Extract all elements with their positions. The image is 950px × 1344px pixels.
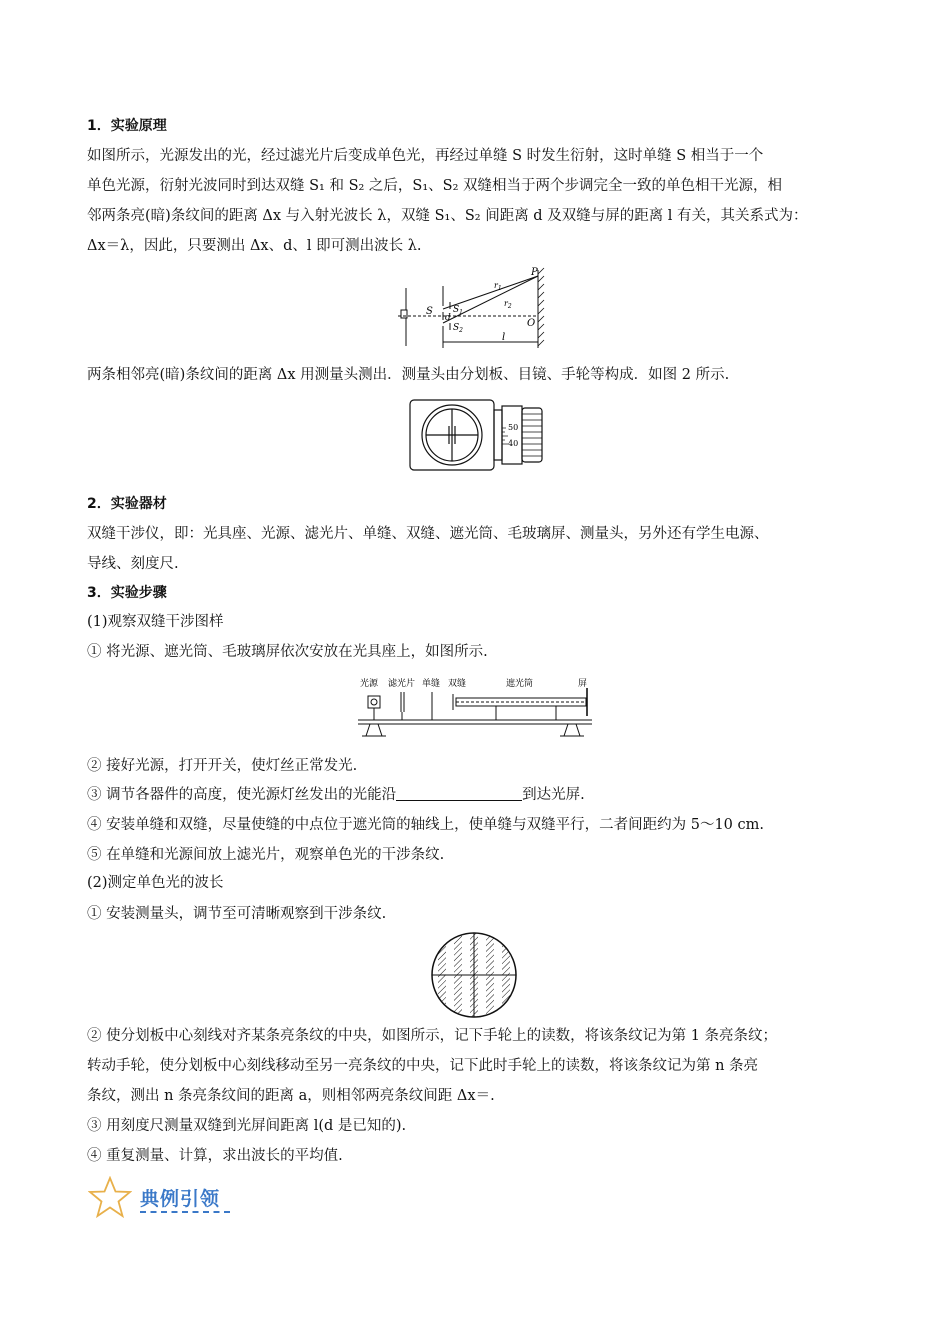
label-r2: $r_2$	[504, 299, 512, 310]
bench-label-single-slit: 单缝	[422, 679, 441, 689]
step-line-with-blank	[87, 785, 877, 805]
label-S2: $S_2$	[453, 323, 463, 334]
step-text: 到达光屏.	[522, 787, 585, 803]
bench-label-double-slit: 双缝	[448, 679, 467, 689]
bench-label-shading-tube: 遮光筒	[506, 679, 534, 689]
label-S: S	[426, 306, 433, 317]
paragraph-line: 如图所示，光源发出的光，经过滤光片后变成单色光，再经过单缝 S 时发生衍射，这时单缝 S 相当于一个	[87, 148, 764, 164]
step-line: ⑤ 在单缝和光源间放上滤光片，观察单色光的干涉条纹.	[87, 847, 445, 863]
paragraph-line: 邻两条亮(暗)条纹间的距离 Δx 与入射光波长 λ，双缝 S₁、S₂ 间距离 d 及双缝与屏的距离 l 有关，其关系式为：	[87, 208, 808, 224]
paragraph-line: 单色光源，衍射光波同时到达双缝 S₁ 和 S₂ 之后，S₁、S₂ 双缝相当于两个步调完全一致的单色相干光源，相	[87, 178, 783, 194]
optical-bench-figure	[356, 676, 596, 744]
label-P: P	[531, 267, 538, 278]
bench-label-screen: 屏	[578, 679, 588, 689]
paragraph-line: 两条相邻亮(暗)条纹间的距离 Δx 用测量头测出．测量头由分划板、目镜、手轮等构成．如图 2 所示.	[87, 367, 730, 383]
paragraph-line: 导线、刻度尺.	[87, 556, 179, 572]
step-line: 条纹，测出 n 条亮条纹间的距离 a，则相邻两亮条纹间距 Δx＝.	[87, 1088, 495, 1104]
step-line: ① 将光源、遮光筒、毛玻璃屏依次安放在光具座上，如图所示.	[87, 644, 488, 660]
step-line: ③ 用刻度尺测量双缝到光屏间距离 l(d 是已知的).	[87, 1118, 407, 1134]
step-line: ④ 安装单缝和双缝，尽量使缝的中点位于遮光筒的轴线上，使单缝与双缝平行，二者间距约为 5～10 cm.	[87, 817, 764, 833]
label-l: l	[502, 332, 506, 343]
example-banner	[88, 1176, 258, 1220]
paragraph-line: 双缝干涉仪，即：光具座、光源、滤光片、单缝、双缝、遮光筒、毛玻璃屏、测量头，另外还有学生电源、	[87, 526, 769, 542]
step-text: ③ 调节各器件的高度，使光源灯丝发出的光能沿	[87, 787, 397, 803]
step-line: ② 接好光源，打开开关，使灯丝正常发光.	[87, 758, 358, 774]
subsection-title: (2)测定单色光的波长	[87, 875, 224, 891]
step-line: ① 安装测量头，调节至可清晰观察到干涉条纹.	[87, 906, 387, 922]
dial-tick-50: 50	[508, 423, 519, 432]
fill-in-blank[interactable]	[396, 786, 522, 801]
measuring-head-figure	[408, 398, 546, 472]
star-icon	[88, 1176, 132, 1218]
double-slit-geometry-figure	[398, 266, 548, 356]
paragraph-line: Δx＝λ，因此，只要测出 Δx、d、l 即可测出波长 λ.	[87, 238, 422, 254]
bench-label-filter: 滤光片	[388, 679, 416, 689]
section-title-principle: 1．实验原理	[87, 118, 167, 134]
label-O: O	[527, 318, 536, 329]
step-line: ④ 重复测量、计算，求出波长的平均值.	[87, 1148, 343, 1164]
interference-fringes-figure	[428, 930, 520, 1020]
step-line: ② 使分划板中心刻线对齐某条亮条纹的中央，如图所示，记下手轮上的读数，将该条纹记为第 1 条亮条纹；	[87, 1028, 778, 1044]
subsection-title: (1)观察双缝干涉图样	[87, 614, 224, 630]
section-title-materials: 2．实验器材	[87, 496, 167, 512]
bench-label-light-source: 光源	[360, 679, 379, 689]
label-S1: $S_1$	[453, 305, 463, 316]
dial-tick-40: 40	[508, 439, 519, 448]
step-line: 转动手轮，使分划板中心刻线移动至另一亮条纹的中央，记下此时手轮上的读数，将该条纹记为第 n 条亮	[87, 1058, 759, 1074]
example-banner-title: 典例引领	[140, 1188, 221, 1210]
label-d: d	[445, 313, 451, 323]
banner-underline	[140, 1211, 230, 1213]
label-r1: $r_1$	[494, 281, 502, 292]
section-title-steps: 3．实验步骤	[87, 585, 167, 601]
